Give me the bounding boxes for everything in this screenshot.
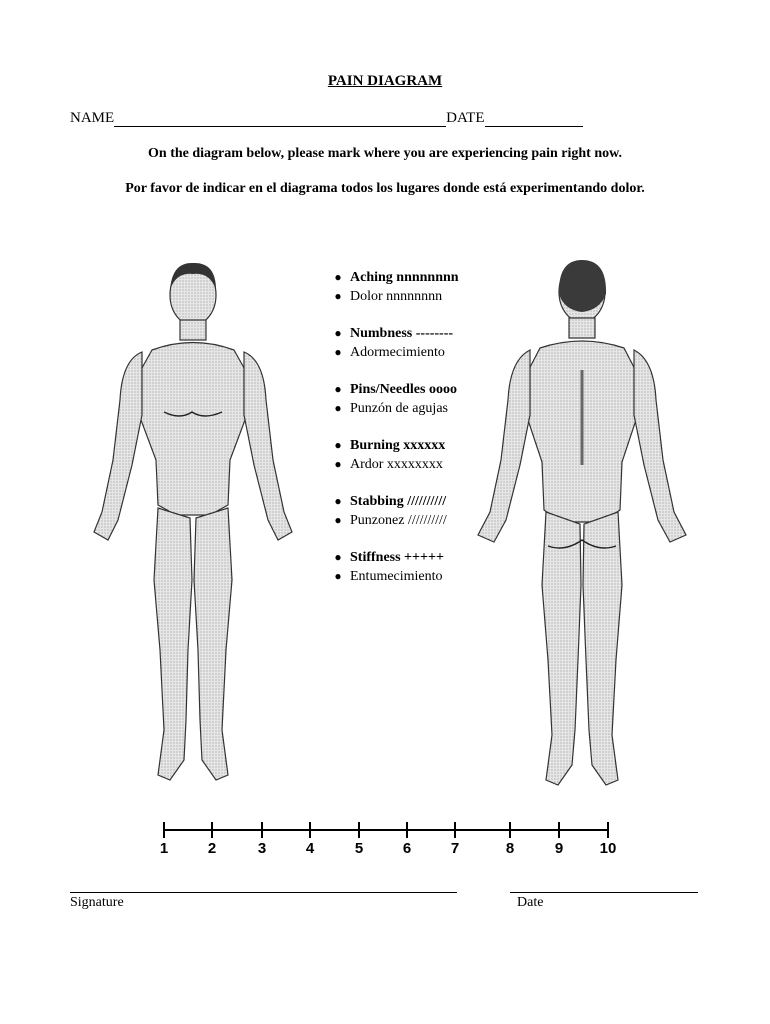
bullet-icon: ● [334, 550, 342, 564]
legend-label-es: Punzón de agujas [350, 401, 448, 416]
pain-scale[interactable] [150, 816, 620, 864]
instruction-spanish: Por favor de indicar en el diagrama todos los lugares donde está experimentando dolor. [125, 181, 645, 196]
signature-label: Signature [70, 895, 124, 910]
legend-label-es: Entumecimiento [350, 569, 443, 584]
page-title: PAIN DIAGRAM [327, 73, 443, 89]
signature-field[interactable] [70, 892, 457, 893]
scale-label-4[interactable]: 4 [305, 840, 315, 857]
scale-label-2[interactable]: 2 [207, 840, 217, 857]
scale-label-1[interactable]: 1 [159, 840, 169, 857]
bullet-icon: ● [334, 270, 342, 284]
scale-label-8[interactable]: 8 [505, 840, 515, 857]
legend-group-numbness [326, 326, 476, 364]
legend-label-en: Stiffness +++++ [350, 550, 444, 565]
legend-group-pins-needles [326, 382, 476, 420]
date-label: DATE [446, 110, 485, 126]
bullet-icon: ● [334, 289, 342, 303]
bullet-icon: ● [334, 401, 342, 415]
bullet-icon: ● [334, 569, 342, 583]
signature-date-field[interactable] [510, 892, 698, 893]
legend-label-es: Dolor nnnnnnnn [350, 289, 443, 304]
bullet-icon: ● [334, 513, 342, 527]
pain-type-legend [326, 270, 476, 588]
legend-group-stiffness [326, 550, 476, 588]
legend-group-stabbing [326, 494, 476, 532]
legend-label-es: Adormecimiento [350, 345, 445, 360]
legend-label-en: Aching nnnnnnnn [350, 270, 459, 285]
name-date-row [70, 110, 583, 127]
legend-label-en: Stabbing ////////// [350, 494, 447, 509]
bullet-icon: ● [334, 326, 342, 340]
instruction-english: On the diagram below, please mark where you are experiencing pain right now. [148, 146, 622, 161]
legend-label-en: Pins/Needles oooo [350, 382, 457, 397]
date-field[interactable] [485, 112, 583, 127]
bullet-icon: ● [334, 345, 342, 359]
signature-date-label: Date [517, 895, 544, 910]
legend-label-es: Ardor xxxxxxxx [350, 457, 443, 472]
legend-label-en: Numbness -------- [350, 326, 454, 341]
scale-label-6[interactable]: 6 [402, 840, 412, 857]
pain-scale-line [150, 816, 620, 840]
name-label: NAME [70, 110, 115, 126]
scale-label-10[interactable]: 10 [599, 840, 617, 857]
body-back-figure[interactable] [470, 250, 695, 795]
name-field[interactable] [114, 112, 446, 127]
legend-label-es: Punzonez ////////// [350, 513, 447, 528]
legend-group-aching [326, 270, 476, 308]
scale-label-7[interactable]: 7 [450, 840, 460, 857]
legend-group-burning [326, 438, 476, 476]
scale-label-3[interactable]: 3 [257, 840, 267, 857]
bullet-icon: ● [334, 457, 342, 471]
body-front-figure[interactable] [80, 250, 305, 790]
bullet-icon: ● [334, 438, 342, 452]
scale-label-5[interactable]: 5 [354, 840, 364, 857]
scale-label-9[interactable]: 9 [554, 840, 564, 857]
legend-label-en: Burning xxxxxx [350, 438, 446, 453]
bullet-icon: ● [334, 382, 342, 396]
bullet-icon: ● [334, 494, 342, 508]
